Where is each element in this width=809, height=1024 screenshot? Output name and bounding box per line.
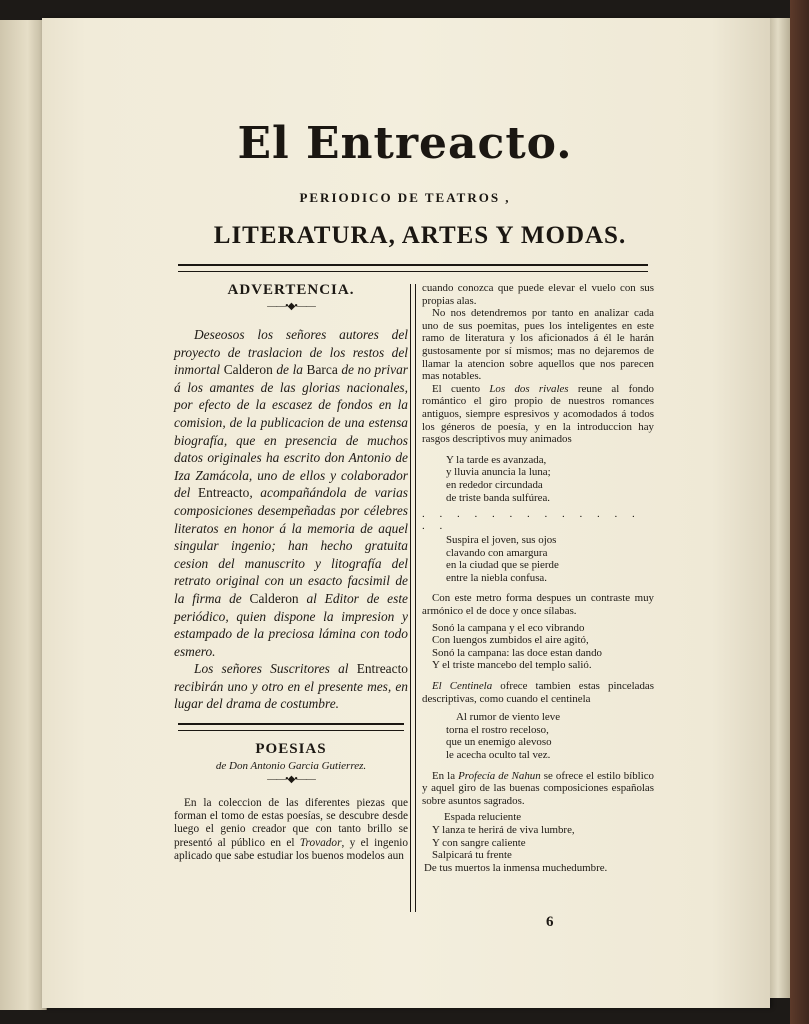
- verse-line: Sonó la campana: las doce estan dando: [432, 646, 602, 659]
- verse-line: Y lanza te herirá de viva lumbre,: [432, 823, 575, 836]
- page-number: 6: [546, 914, 554, 930]
- page-stack-edge: [770, 18, 790, 998]
- verse-line: de triste banda sulfúrea.: [446, 491, 551, 504]
- verse-line: y lluvia anuncia la luna;: [446, 466, 551, 479]
- masthead-rule: [178, 264, 648, 272]
- column-separator: [410, 284, 416, 912]
- right-column: [422, 282, 654, 874]
- left-column: [174, 282, 408, 863]
- verse-line: clavando con amargura: [446, 546, 548, 559]
- ornament-divider: ——•◆•——: [267, 774, 315, 786]
- verse-line: Y con sangre caliente: [432, 836, 526, 849]
- ellipsis-dots: . . . . . . . . . . . . . . .: [422, 508, 641, 533]
- verse-line: Y la tarde es avanzada,: [446, 453, 547, 466]
- verse-line: entre la niebla confusa.: [446, 571, 547, 584]
- previous-page-edge: [0, 20, 47, 1010]
- verse-line: De tus muertos la inmensa muchedumbre.: [424, 861, 608, 874]
- verse-line: en rededor circundada: [446, 478, 543, 491]
- verse-line: que un enemigo alevoso: [446, 736, 552, 749]
- verse-line: Espada reluciente: [444, 811, 522, 824]
- paragraph: No nos detendremos por tanto en analizar cada uno de sus poemitas, pues los inteligentes en este ramo de literatura y los aficionados á él le harán gustosamente por sí mismos; mas no dejaremos de llamar la atencion sobre aquellos que nos parecen mas notables.: [422, 307, 654, 383]
- section-rule: [178, 723, 404, 731]
- verse-block: [432, 622, 654, 672]
- paragraph: Con este metro forma despues un contraste muy armónico el de doce y once sílabas.: [422, 592, 654, 618]
- verse-block: [446, 534, 654, 584]
- book-cover-edge: [790, 0, 809, 1024]
- verse-block: [446, 711, 654, 761]
- masthead-subtitle: PERIODICO DE TEATROS ,: [299, 190, 511, 205]
- verse-line: Suspira el joven, sus ojos: [446, 534, 557, 547]
- verse-line: Sonó la campana y el eco vibrando: [432, 621, 585, 634]
- poesias-heading: POESIAS: [255, 741, 327, 758]
- poesias-byline: de Don Antonio Garcia Gutierrez.: [215, 760, 367, 773]
- verse-line: Al rumor de viento leve: [456, 711, 561, 724]
- verse-line: le acecha oculto tal vez.: [446, 749, 551, 761]
- verse-line: Con luengos zumbidos el aire agitó,: [432, 634, 589, 647]
- ornament-divider: ——•◆•——: [267, 301, 315, 312]
- paragraph: El cuento Los dos rivales reune al fondo romántico el giro propio de nuestros romances antiguos, siempre espresivos y acomodados á todos los géneros de poesía, y en la introduccion hay rasgos descriptivos muy animados: [422, 382, 654, 446]
- paragraph: cuando conozca que puede elevar el vuelo con sus propias alas.: [422, 282, 654, 307]
- advertencia-heading: ADVERTENCIA.: [227, 282, 355, 298]
- masthead-main-heading: LITERATURA, ARTES Y MODAS.: [213, 222, 627, 249]
- verse-line: Salpicará tu frente: [432, 849, 512, 862]
- verse-line: en la ciudad que se pierde: [446, 559, 559, 572]
- verse-line: torna el rostro receloso,: [446, 723, 549, 736]
- verse-block: [424, 811, 654, 874]
- advertencia-body: [174, 326, 408, 713]
- paragraph: En la Profecía de Nahun se ofrece el estilo bíblico y aquel giro de las buenas composiciones españolas sobre asuntos sagrados.: [422, 769, 654, 807]
- poesias-intro: [174, 797, 408, 863]
- advertencia-paragraph: Deseosos los señores autores del proyecto de traslacion de los restos del inmortal Calderon de la Barca de no privar á los amantes de las glorias nacionales, por efecto de la escasez de fondos en la comision, de la publicacion de una estensa biografía, que en presencia de muchos datos originales ha escrito don Antonio de Iza Zamácola, uno de ellos y colaborador del Entreacto, acompañándola de varias composiciones desempeñadas por célebres literatos en honor á la memoria de aquel singular ingenio; han hecho gratuita cesion del manuscrito y litografía del retrato original con un esacto facsimil de la firma de Calderon al Editor de este periódico, quien dispone la impresion y estampado de la preciosa lámina con todo esmero.: [174, 327, 408, 659]
- verse-block: [446, 454, 654, 504]
- verse-line: Y el triste mancebo del templo salió.: [432, 659, 592, 672]
- advertencia-paragraph: Los señores Suscritores al Entreacto recibirán uno y otro en el presente mes, en lugar del drama de costumbre.: [174, 661, 408, 712]
- poesias-intro-paragraph: En la coleccion de las diferentes piezas que forman el tomo de estas poesías, se descubre desde luego el genio creador que con tanto brillo se presentó al público en el Trovador, y el ingenio aplicado que sabe estudiar los buenos modelos aun: [174, 797, 408, 862]
- paragraph: El Centinela ofrece tambien estas pinceladas descriptivas, como cuando el centinela: [422, 680, 654, 705]
- masthead-title: El Entreacto.: [237, 118, 573, 169]
